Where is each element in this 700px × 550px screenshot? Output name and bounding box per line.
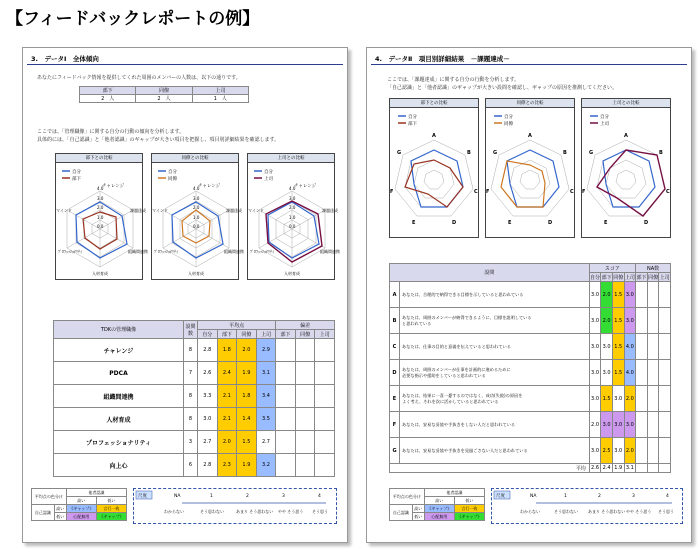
axis-label: チャレンジ (198, 184, 221, 189)
series-other (266, 201, 322, 262)
rating-scale (491, 488, 683, 524)
tick-label: 2.0 (289, 205, 296, 210)
svg-text:そう思わない: そう思わない (554, 509, 578, 514)
sub-header: 同僚 (295, 330, 315, 339)
axis-label: ﾌﾟﾛﾌｪｯｼｮﾅﾘﾃｨ (250, 249, 274, 254)
chart-title: 上司との比較 (248, 154, 334, 163)
count-header: 同僚 (136, 87, 192, 95)
chart-title: 同僚との比較 (152, 154, 238, 163)
svg-text:自分: 自分 (408, 115, 417, 120)
svg-text:わからない: わからない (164, 509, 184, 514)
table-row: A あなたは、合理的で納得できる目標を示していると思われている 3.0 2.0 1.5 3.0 (390, 282, 671, 308)
axis-label: マインド (56, 208, 72, 213)
table-row: G あなたは、安易な妥協や手抜きを見過ごさない人だと思われている 3.0 2.5 3.0 2.0 (390, 438, 671, 464)
svg-text:E: E (412, 220, 416, 226)
col-header: 偏差 (276, 321, 335, 330)
svg-text:G: G (493, 150, 498, 156)
radar-chart-boss (581, 98, 671, 238)
color-legend-table: 平均点の色分け 他者認識 高い 低い 自己認識 高い 《ギャップ》 言行一致 低い 心配無用 《ギャップ》 (389, 488, 485, 521)
table-row: 組織間連携 8 3.3 2.1 1.8 3.4 (54, 385, 335, 408)
svg-text:そう思う: そう思う (312, 509, 328, 514)
svg-text:部下: 部下 (408, 122, 417, 127)
radar-chart-subordinate (55, 153, 148, 280)
legend-other: 上司 (264, 177, 273, 182)
svg-text:上司: 上司 (600, 122, 609, 127)
count-value: 2 人 (80, 95, 136, 103)
svg-text:自分: 自分 (504, 115, 513, 120)
axis-label: 人材育成 (92, 271, 108, 276)
tick-label: 3.0 (289, 196, 296, 201)
axis-label: 組織間連携 (128, 249, 148, 254)
count-header: 部下 (80, 87, 136, 95)
svg-text:D: D (548, 220, 553, 226)
svg-text:E: E (604, 220, 608, 226)
svg-text:F: F (582, 189, 586, 195)
axis-label: 人材育成 (188, 271, 204, 276)
legend-self: 自分 (168, 170, 177, 175)
table-row: C あなたは、仕事の目的と意義を伝えていると思われている 3.0 3.0 1.5 4.0 (390, 334, 671, 360)
axis-label: チャレンジ (102, 184, 125, 189)
report-page-left (22, 47, 348, 543)
table-row: D あなたは、周囲のメンバーが仕事を計画的に進めるために 必要な指示や援助をしていると思われている 3.0 3.0 1.5 4.0 (390, 360, 671, 386)
radar-svg (248, 163, 340, 279)
svg-text:やや そう思う: やや そう思う (278, 509, 304, 514)
sub-header: 上司 (256, 330, 276, 339)
sub-header: 自分 (198, 330, 218, 339)
svg-text:4: 4 (666, 494, 669, 499)
svg-text:C: C (666, 189, 670, 195)
svg-text:NA: NA (530, 494, 537, 499)
page-title: 【フィードバックレポートの例】 (6, 9, 260, 29)
radar-chart-boss (247, 153, 340, 280)
radar-svg (152, 163, 244, 279)
axis-label: 課題達成 (226, 208, 242, 213)
tick-label: 1.0 (193, 215, 200, 220)
svg-text:同僚: 同僚 (504, 122, 513, 127)
svg-text:F: F (390, 189, 394, 195)
svg-text:A: A (528, 133, 532, 139)
paragraph: 「自己認識」と「他者認識」のギャップが大きい設問を確認し、ギャップの原因を推測してください。 (387, 85, 618, 91)
tick-label: 0.0 (97, 224, 104, 229)
legend-other: 同僚 (168, 177, 177, 182)
tick-label: 2.0 (193, 205, 200, 210)
tick-label: 4.0 (193, 186, 200, 191)
tick-label: 3.0 (97, 196, 104, 201)
axis-label: 課題達成 (130, 208, 146, 213)
svg-text:F: F (486, 189, 490, 195)
paragraph: ここでは、「管理職像」に関する自分の行動の傾向を分析します。 (37, 129, 185, 135)
tick-label: 0.0 (289, 224, 296, 229)
svg-text:そう思わない: そう思わない (200, 509, 224, 514)
axis-label: 課題達成 (322, 208, 338, 213)
svg-text:NA: NA (174, 494, 181, 499)
svg-text:C: C (474, 189, 478, 195)
svg-text:2: 2 (246, 494, 249, 499)
svg-text:D: D (452, 220, 457, 226)
section-heading: 3. データⅠ 全体傾向 (31, 55, 99, 63)
radar-chart-peer (151, 153, 244, 280)
radar-svg (56, 163, 148, 279)
sub-header: 部下 (276, 330, 296, 339)
tick-label: 1.0 (289, 215, 296, 220)
svg-text:1: 1 (210, 494, 213, 499)
chart-title: 上司との比較 (582, 99, 670, 108)
table-row: チャレンジ 8 2.8 1.8 2.0 2.9 (54, 339, 335, 362)
col-header: 設問数 (184, 321, 198, 339)
table-row: 向上心 6 2.8 2.3 1.9 3.2 (54, 454, 335, 477)
count-header: 上司 (192, 87, 248, 95)
svg-text:そう思う: そう思う (658, 509, 674, 514)
legend-other: 部下 (72, 177, 81, 182)
average-row: 平均 2.6 2.4 1.9 3.1 (390, 464, 671, 473)
axis-label: 組織間連携 (224, 249, 244, 254)
svg-text:E: E (508, 220, 512, 226)
rating-scale (133, 488, 337, 524)
chart-title: 部下との比較 (56, 154, 142, 163)
svg-text:C: C (570, 189, 574, 195)
svg-text:D: D (644, 220, 649, 226)
respondent-count-table (79, 86, 249, 103)
svg-text:2: 2 (598, 494, 601, 499)
axis-label: ﾌﾟﾛﾌｪｯｼｮﾅﾘﾃｨ (154, 249, 178, 254)
svg-text:B: B (563, 150, 567, 156)
col-header: TDKの管理職像 (54, 321, 184, 339)
svg-text:やや そう思う: やや そう思う (626, 509, 652, 514)
svg-text:自分: 自分 (600, 115, 609, 120)
color-legend-table: 平均点の色分け 他者認識 高い 低い 自己認識 高い 《ギャップ》 言行一致 低い 心配無用 《ギャップ》 (31, 488, 127, 521)
svg-text:3: 3 (632, 494, 635, 499)
svg-text:尺度: 尺度 (496, 494, 505, 499)
svg-text:あまり そう思わない: あまり そう思わない (588, 509, 626, 514)
count-value: 2 人 (136, 95, 192, 103)
sub-header: 同僚 (237, 330, 257, 339)
table-row: 人材育成 8 3.0 2.1 1.4 3.5 (54, 408, 335, 431)
svg-text:A: A (624, 133, 628, 139)
axis-label: マインド (248, 208, 264, 213)
tick-label: 0.0 (193, 224, 200, 229)
radar-chart-peer (485, 98, 575, 238)
legend-self: 自分 (264, 170, 273, 175)
axis-label: 組織間連携 (320, 249, 340, 254)
tick-label: 2.0 (97, 205, 104, 210)
count-value: 1 人 (192, 95, 248, 103)
axis-label: チャレンジ (294, 184, 317, 189)
svg-text:G: G (589, 150, 594, 156)
paragraph: ここでは、「課題達成」に関する自分の行動を分析します。 (387, 77, 520, 83)
question-detail-table: 設問 スコア NA数 自分 部下 同僚 上司 部下 同僚 上司 A あなたは、合理的で納得できる目標を示していると思われている 3.0 2.0 1.5 3.0 B あなたは、周囲のメンバーが納得できるように、目標を説明している と思われている 3.0 2.0 1.5 3.0 C あなたは、仕事の目的と意義を伝えていると思われている 3.0 3.0 1.5 4.0 D あなたは、周囲のメンバーが仕事を計画的に進めるために 必要な指示や援助をしていると思われている 3.0 3.0 1.5 4.0 E あなたは、結果に一喜一憂するのではなく、成功(失敗)の原因を よく考え、それを次に活かしていると思われている 3.0 1.5 3.0 2.0 F あなたは、安易な妥協や手抜きをしない人だと思われている 2.0 3.0 3.0 3.0 G あなたは、安易な妥協や手抜きを見過ごさない人だと思われている 3.0 2.5 3.0 2.0 平均 2.6 2.4 1.9 3.1 (389, 263, 671, 473)
svg-text:3: 3 (282, 494, 285, 499)
table-row: B あなたは、周囲のメンバーが納得できるように、目標を説明している と思われている 3.0 2.0 1.5 3.0 (390, 308, 671, 334)
axis-label: ﾌﾟﾛﾌｪｯｼｮﾅﾘﾃｨ (58, 249, 82, 254)
svg-text:4: 4 (318, 494, 321, 499)
section-divider (371, 64, 687, 65)
svg-text:G: G (397, 150, 402, 156)
table-row: E あなたは、結果に一喜一憂するのではなく、成功(失敗)の原因を よく考え、それを次に活かしていると思われている 3.0 1.5 3.0 2.0 (390, 386, 671, 412)
svg-text:尺度: 尺度 (138, 494, 147, 499)
intro-text: あなたにフィードバック情報を提供してくれた周囲のメンバーの人数は、以下の通りです。 (37, 75, 241, 81)
legend-self: 自分 (72, 170, 81, 175)
table-row: プロフェッショナリティ 3 2.7 2.0 1.5 2.7 (54, 431, 335, 454)
svg-text:B: B (467, 150, 471, 156)
manager-profile-table (53, 320, 335, 477)
tick-label: 4.0 (97, 186, 104, 191)
sub-header: 部下 (217, 330, 237, 339)
table-row: F あなたは、安易な妥協や手抜きをしない人だと思われている 2.0 3.0 3.0 3.0 (390, 412, 671, 438)
report-page-right (366, 47, 692, 543)
radar-chart-subordinate (389, 98, 479, 238)
axis-label: 人材育成 (284, 271, 300, 276)
svg-text:B: B (659, 150, 663, 156)
svg-text:A: A (432, 133, 436, 139)
svg-text:あまり そう思わない: あまり そう思わない (236, 509, 274, 514)
tick-label: 4.0 (289, 186, 296, 191)
chart-title: 部下との比較 (390, 99, 478, 108)
tick-label: 1.0 (97, 215, 104, 220)
paragraph: 具体的には、「自己認識」と「他者認識」のギャップが大きい項目を把握し、項目別詳細結果を確認します。 (37, 137, 280, 143)
axis-label: マインド (152, 208, 168, 213)
section-heading: 4. データⅡ 項目別詳細結果 －課題達成－ (375, 55, 510, 63)
svg-text:わからない: わからない (520, 509, 540, 514)
svg-text:1: 1 (564, 494, 567, 499)
section-divider (27, 64, 343, 65)
col-header: 平均点 (198, 321, 276, 330)
tick-label: 3.0 (193, 196, 200, 201)
sub-header: 上司 (315, 330, 335, 339)
chart-title: 同僚との比較 (486, 99, 574, 108)
table-row: PDCA 7 2.6 2.4 1.9 3.1 (54, 362, 335, 385)
